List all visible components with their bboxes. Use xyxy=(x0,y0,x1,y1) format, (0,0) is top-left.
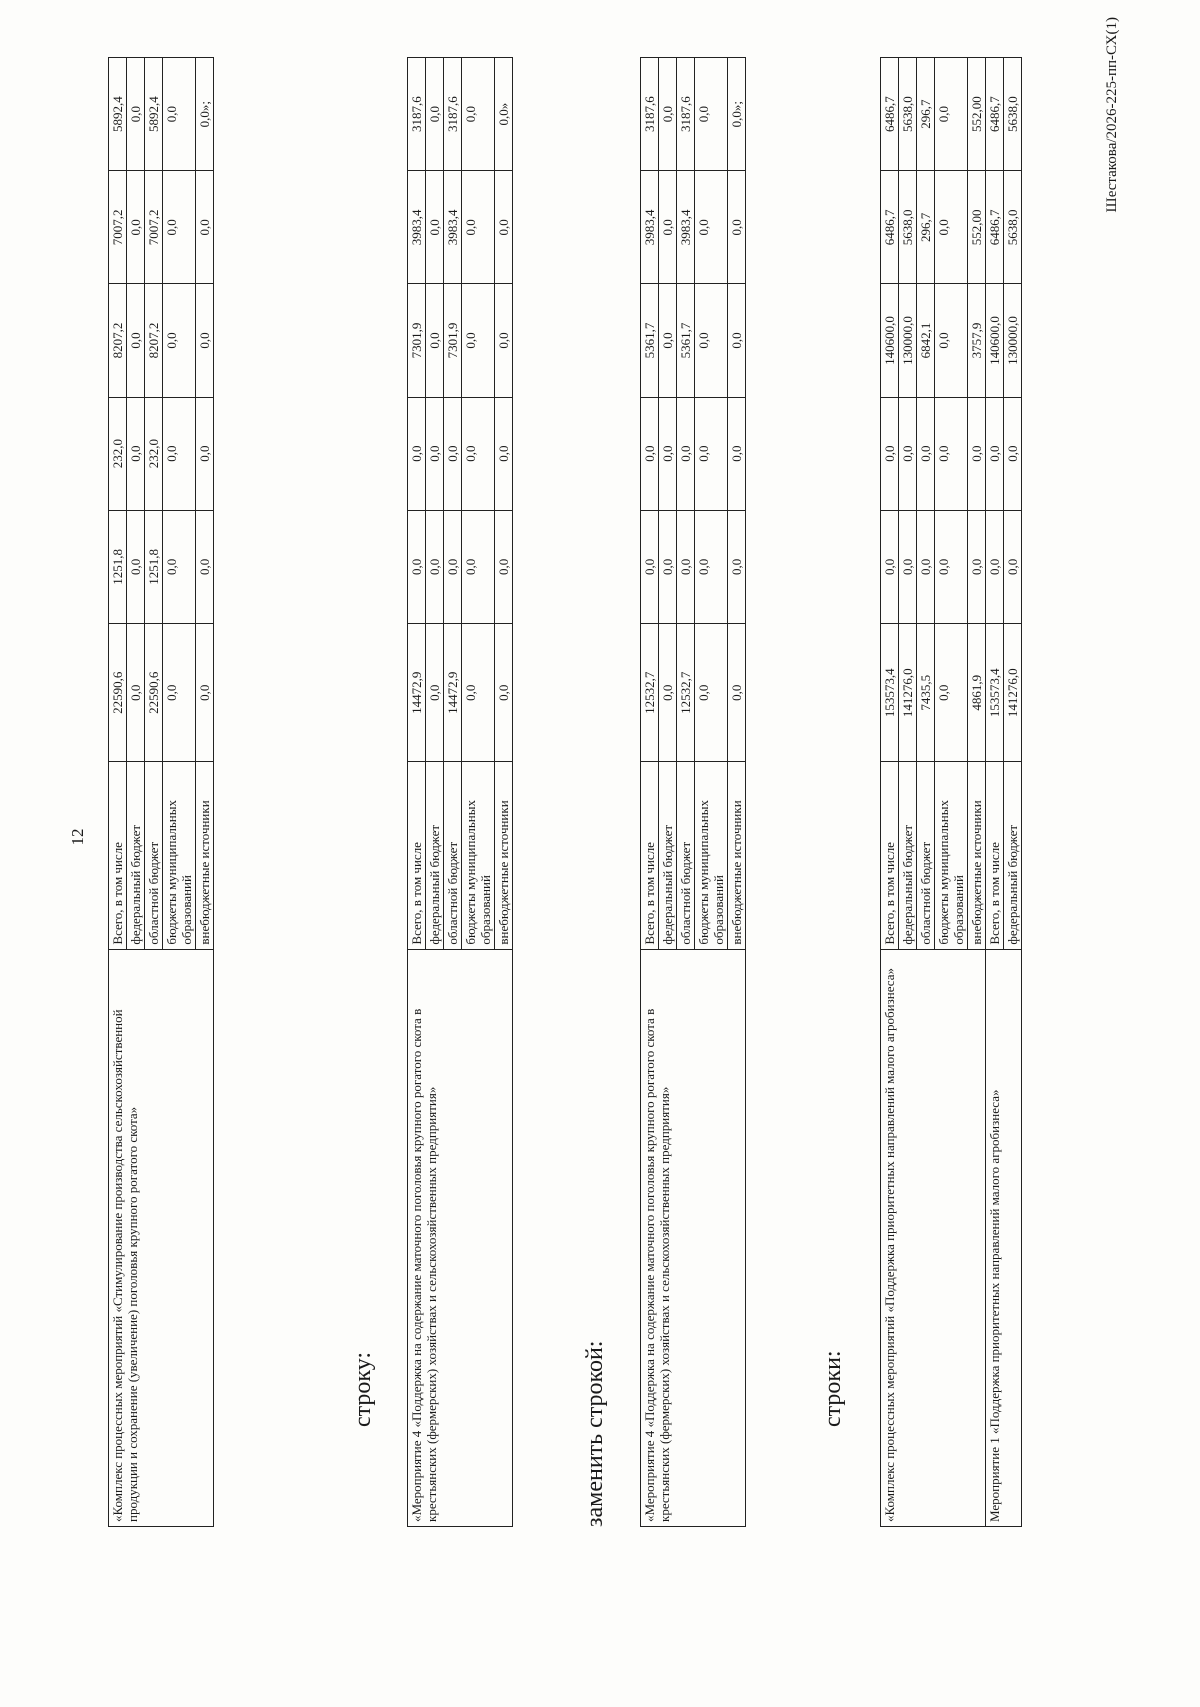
amount-cell: 552,00 xyxy=(968,171,986,284)
item-name-cell: «Комплекс процессных мероприятий «Стимулирование производства сельскохозяйственной продукции и сохранение (увеличение) поголовья крупного рогатого скота» xyxy=(109,949,214,1526)
amount-cell: 0,0 xyxy=(495,171,513,284)
amount-cell: 0,0 xyxy=(426,623,444,762)
amount-cell: 3187,6 xyxy=(641,58,659,171)
amount-cell: 1251,8 xyxy=(145,510,163,623)
amount-cell: 0,0 xyxy=(163,623,196,762)
funding-source-cell: бюджеты муниципальных образований xyxy=(695,762,728,949)
amount-cell: 5638,0 xyxy=(899,58,917,171)
amount-cell: 0,0 xyxy=(695,397,728,510)
funding-source-cell: областной бюджет xyxy=(145,762,163,949)
amount-cell: 0,0 xyxy=(196,510,214,623)
amount-cell: 0,0 xyxy=(426,58,444,171)
amount-cell: 0,0 xyxy=(462,171,495,284)
amount-cell: 22590,6 xyxy=(109,623,127,762)
amount-cell: 3187,6 xyxy=(408,58,426,171)
amount-cell: 0,0 xyxy=(917,397,935,510)
amount-cell: 0,0 xyxy=(935,623,968,762)
amount-cell: 0,0 xyxy=(196,397,214,510)
amount-cell: 140600,0 xyxy=(881,284,899,397)
item-name-cell: «Комплекс процессных мероприятий «Поддержка приоритетных направлений малого агробизнеса» xyxy=(881,949,986,1526)
amount-cell: 3983,4 xyxy=(641,171,659,284)
funding-source-cell: областной бюджет xyxy=(677,762,695,949)
amount-cell: 0,0 xyxy=(163,171,196,284)
funding-source-cell: внебюджетные источники xyxy=(196,762,214,949)
amount-cell: 0,0 xyxy=(659,58,677,171)
table-3 xyxy=(640,57,746,1527)
item-name-cell: «Мероприятие 4 «Поддержка на содержание маточного поголовья крупного рогатого скота в крестьянских (фермерских) хозяйствах и сельскохозяйственных предприятия» xyxy=(408,949,513,1526)
amount-cell: 0,0»; xyxy=(196,58,214,171)
amount-cell: 0,0 xyxy=(695,171,728,284)
amount-cell: 8207,2 xyxy=(109,284,127,397)
amount-cell: 0,0 xyxy=(163,58,196,171)
item-name-cell: «Мероприятие 4 «Поддержка на содержание маточного поголовья крупного рогатого скота в крестьянских (фермерских) хозяйствах и сельскохозяйственных предприятия» xyxy=(641,949,746,1526)
table-row xyxy=(109,58,127,1527)
amount-cell: 0,0 xyxy=(462,58,495,171)
amount-cell: 0,0 xyxy=(659,623,677,762)
amount-cell: 0,0 xyxy=(728,284,746,397)
amount-cell: 3983,4 xyxy=(408,171,426,284)
heading-stroku: строку: xyxy=(350,1351,376,1427)
amount-cell: 0,0 xyxy=(127,171,145,284)
funding-source-cell: федеральный бюджет xyxy=(659,762,677,949)
amount-cell: 0,0 xyxy=(935,284,968,397)
amount-cell: 0,0 xyxy=(426,284,444,397)
amount-cell: 0,0 xyxy=(495,510,513,623)
amount-cell: 5638,0 xyxy=(1004,171,1022,284)
amount-cell: 0,0 xyxy=(462,510,495,623)
amount-cell: 0,0 xyxy=(163,284,196,397)
amount-cell: 141276,0 xyxy=(1004,623,1022,762)
amount-cell: 0,0 xyxy=(968,510,986,623)
amount-cell: 6486,7 xyxy=(986,171,1004,284)
amount-cell: 0,0 xyxy=(495,397,513,510)
amount-cell: 0,0 xyxy=(426,171,444,284)
amount-cell: 0,0 xyxy=(728,397,746,510)
amount-cell: 0,0 xyxy=(127,284,145,397)
table-row xyxy=(986,58,1004,1527)
amount-cell: 232,0 xyxy=(145,397,163,510)
amount-cell: 0,0 xyxy=(444,397,462,510)
amount-cell: 12532,7 xyxy=(641,623,659,762)
amount-cell: 3983,4 xyxy=(677,171,695,284)
amount-cell: 0,0 xyxy=(935,58,968,171)
funding-source-cell: внебюджетные источники xyxy=(728,762,746,949)
amount-cell: 0,0 xyxy=(426,397,444,510)
table-row xyxy=(881,58,899,1527)
amount-cell: 130000,0 xyxy=(899,284,917,397)
amount-cell: 4861,9 xyxy=(968,623,986,762)
amount-cell: 6486,7 xyxy=(881,58,899,171)
amount-cell: 22590,6 xyxy=(145,623,163,762)
item-name-cell: Мероприятие 1 «Поддержка приоритетных направлений малого агробизнеса» xyxy=(986,949,1022,1526)
amount-cell: 0,0 xyxy=(196,623,214,762)
amount-cell: 0,0 xyxy=(659,284,677,397)
amount-cell: 3757,9 xyxy=(968,284,986,397)
amount-cell: 3187,6 xyxy=(444,58,462,171)
amount-cell: 0,0 xyxy=(659,171,677,284)
amount-cell: 0,0 xyxy=(677,397,695,510)
amount-cell: 296,7 xyxy=(917,171,935,284)
amount-cell: 5892,4 xyxy=(109,58,127,171)
amount-cell: 0,0» xyxy=(495,58,513,171)
amount-cell: 0,0 xyxy=(462,623,495,762)
amount-cell: 5361,7 xyxy=(677,284,695,397)
funding-source-cell: федеральный бюджет xyxy=(127,762,145,949)
amount-cell: 130000,0 xyxy=(1004,284,1022,397)
amount-cell: 0,0 xyxy=(1004,510,1022,623)
amount-cell: 0,0 xyxy=(426,510,444,623)
funding-source-cell: Всего, в том числе xyxy=(408,762,426,949)
amount-cell: 7007,2 xyxy=(109,171,127,284)
amount-cell: 1251,8 xyxy=(109,510,127,623)
amount-cell: 3187,6 xyxy=(677,58,695,171)
amount-cell: 0,0 xyxy=(728,510,746,623)
amount-cell: 0,0 xyxy=(462,284,495,397)
table-row xyxy=(408,58,426,1527)
funding-source-cell: бюджеты муниципальных образований xyxy=(462,762,495,949)
amount-cell: 0,0 xyxy=(881,510,899,623)
amount-cell: 0,0 xyxy=(728,171,746,284)
funding-source-cell: областной бюджет xyxy=(444,762,462,949)
amount-cell: 0,0 xyxy=(127,397,145,510)
page-number: 12 xyxy=(68,828,87,846)
amount-cell: 0,0 xyxy=(127,58,145,171)
funding-source-cell: внебюджетные источники xyxy=(968,762,986,949)
funding-source-cell: бюджеты муниципальных образований xyxy=(163,762,196,949)
amount-cell: 0,0 xyxy=(899,510,917,623)
amount-cell: 5361,7 xyxy=(641,284,659,397)
amount-cell: 12532,7 xyxy=(677,623,695,762)
table-1 xyxy=(108,57,214,1527)
document-code: Шестакова/2026-225-пп-СХ(1) xyxy=(1104,17,1120,213)
amount-cell: 5892,4 xyxy=(145,58,163,171)
amount-cell: 0,0»; xyxy=(728,58,746,171)
amount-cell: 153573,4 xyxy=(881,623,899,762)
amount-cell: 5638,0 xyxy=(899,171,917,284)
heading-zamenit: заменить строкой: xyxy=(582,1340,608,1527)
amount-cell: 7301,9 xyxy=(408,284,426,397)
amount-cell: 0,0 xyxy=(899,397,917,510)
amount-cell: 0,0 xyxy=(408,510,426,623)
heading-stroki: строки: xyxy=(820,1350,846,1427)
amount-cell: 0,0 xyxy=(444,510,462,623)
funding-source-cell: федеральный бюджет xyxy=(1004,762,1022,949)
amount-cell: 0,0 xyxy=(695,284,728,397)
amount-cell: 0,0 xyxy=(677,510,695,623)
amount-cell: 3983,4 xyxy=(444,171,462,284)
funding-source-cell: федеральный бюджет xyxy=(426,762,444,949)
funding-source-cell: бюджеты муниципальных образований xyxy=(935,762,968,949)
amount-cell: 552,00 xyxy=(968,58,986,171)
funding-source-cell: Всего, в том числе xyxy=(641,762,659,949)
amount-cell: 14472,9 xyxy=(444,623,462,762)
amount-cell: 296,7 xyxy=(917,58,935,171)
amount-cell: 0,0 xyxy=(641,397,659,510)
amount-cell: 6486,7 xyxy=(881,171,899,284)
amount-cell: 232,0 xyxy=(109,397,127,510)
amount-cell: 0,0 xyxy=(881,397,899,510)
funding-source-cell: Всего, в том числе xyxy=(109,762,127,949)
amount-cell: 0,0 xyxy=(163,397,196,510)
amount-cell: 7007,2 xyxy=(145,171,163,284)
amount-cell: 0,0 xyxy=(935,397,968,510)
amount-cell: 8207,2 xyxy=(145,284,163,397)
amount-cell: 7435,5 xyxy=(917,623,935,762)
amount-cell: 0,0 xyxy=(695,58,728,171)
amount-cell: 0,0 xyxy=(641,510,659,623)
amount-cell: 6842,1 xyxy=(917,284,935,397)
funding-source-cell: Всего, в том числе xyxy=(986,762,1004,949)
amount-cell: 0,0 xyxy=(495,284,513,397)
amount-cell: 7301,9 xyxy=(444,284,462,397)
amount-cell: 0,0 xyxy=(917,510,935,623)
amount-cell: 140600,0 xyxy=(986,284,1004,397)
amount-cell: 0,0 xyxy=(728,623,746,762)
amount-cell: 0,0 xyxy=(127,510,145,623)
amount-cell: 0,0 xyxy=(408,397,426,510)
amount-cell: 0,0 xyxy=(196,171,214,284)
amount-cell: 0,0 xyxy=(495,623,513,762)
amount-cell: 0,0 xyxy=(127,623,145,762)
amount-cell: 0,0 xyxy=(1004,397,1022,510)
amount-cell: 0,0 xyxy=(986,397,1004,510)
amount-cell: 0,0 xyxy=(462,397,495,510)
amount-cell: 0,0 xyxy=(935,510,968,623)
amount-cell: 0,0 xyxy=(163,510,196,623)
amount-cell: 6486,7 xyxy=(986,58,1004,171)
table-2 xyxy=(407,57,513,1527)
amount-cell: 0,0 xyxy=(968,397,986,510)
amount-cell: 0,0 xyxy=(935,171,968,284)
amount-cell: 141276,0 xyxy=(899,623,917,762)
amount-cell: 0,0 xyxy=(659,510,677,623)
amount-cell: 0,0 xyxy=(695,623,728,762)
amount-cell: 0,0 xyxy=(695,510,728,623)
amount-cell: 14472,9 xyxy=(408,623,426,762)
funding-source-cell: Всего, в том числе xyxy=(881,762,899,949)
amount-cell: 0,0 xyxy=(196,284,214,397)
funding-source-cell: федеральный бюджет xyxy=(899,762,917,949)
amount-cell: 0,0 xyxy=(986,510,1004,623)
amount-cell: 5638,0 xyxy=(1004,58,1022,171)
funding-source-cell: областной бюджет xyxy=(917,762,935,949)
funding-source-cell: внебюджетные источники xyxy=(495,762,513,949)
amount-cell: 153573,4 xyxy=(986,623,1004,762)
table-4 xyxy=(880,57,1022,1527)
amount-cell: 0,0 xyxy=(659,397,677,510)
table-row xyxy=(641,58,659,1527)
